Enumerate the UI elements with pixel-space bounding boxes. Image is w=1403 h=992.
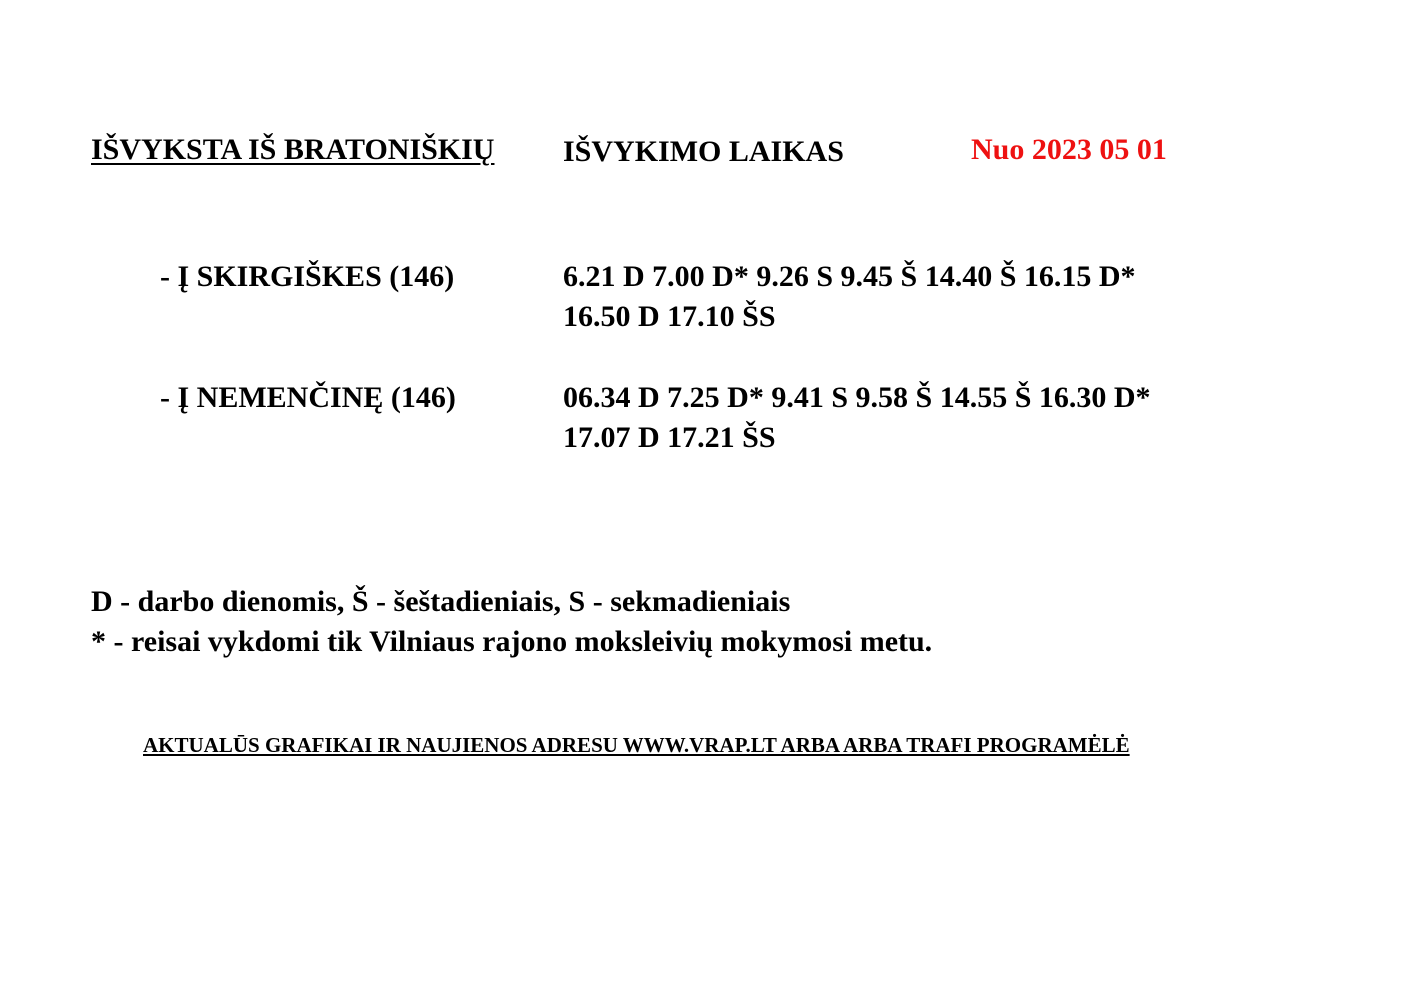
- route-times-line: 16.50 D 17.10 ŠS: [563, 300, 776, 333]
- departure-stop-heading: IŠVYKSTA IŠ BRATONIŠKIŲ: [91, 133, 495, 166]
- legend: [91, 582, 932, 662]
- route-label-skirgiskes: - Į SKIRGIŠKES (146): [160, 260, 455, 293]
- route-times-nemencine: [563, 378, 1151, 458]
- route-label-nemencine: - Į NEMENČINĘ (146): [160, 381, 456, 414]
- route-times-line: 6.21 D 7.00 D* 9.26 S 9.45 Š 14.40 Š 16.15 D*: [563, 260, 1136, 293]
- route-times-skirgiskes: [563, 257, 1136, 337]
- legend-asterisk-note: * - reisai vykdomi tik Vilniaus rajono moksleivių mokymosi metu.: [91, 625, 933, 658]
- valid-from-date: Nuo 2023 05 01: [971, 133, 1167, 166]
- legend-day-codes: D - darbo dienomis, Š - šeštadieniais, S - sekmadieniais: [91, 585, 791, 618]
- departure-time-heading: IŠVYKIMO LAIKAS: [563, 135, 844, 168]
- route-times-line: 06.34 D 7.25 D* 9.41 S 9.58 Š 14.55 Š 16.30 D*: [563, 381, 1151, 414]
- footer-website-note: AKTUALŪS GRAFIKAI IR NAUJIENOS ADRESU WWW.VRAP.LT ARBA ARBA TRAFI PROGRAMĖLĖ: [143, 733, 1130, 757]
- route-times-line: 17.07 D 17.21 ŠS: [563, 421, 776, 454]
